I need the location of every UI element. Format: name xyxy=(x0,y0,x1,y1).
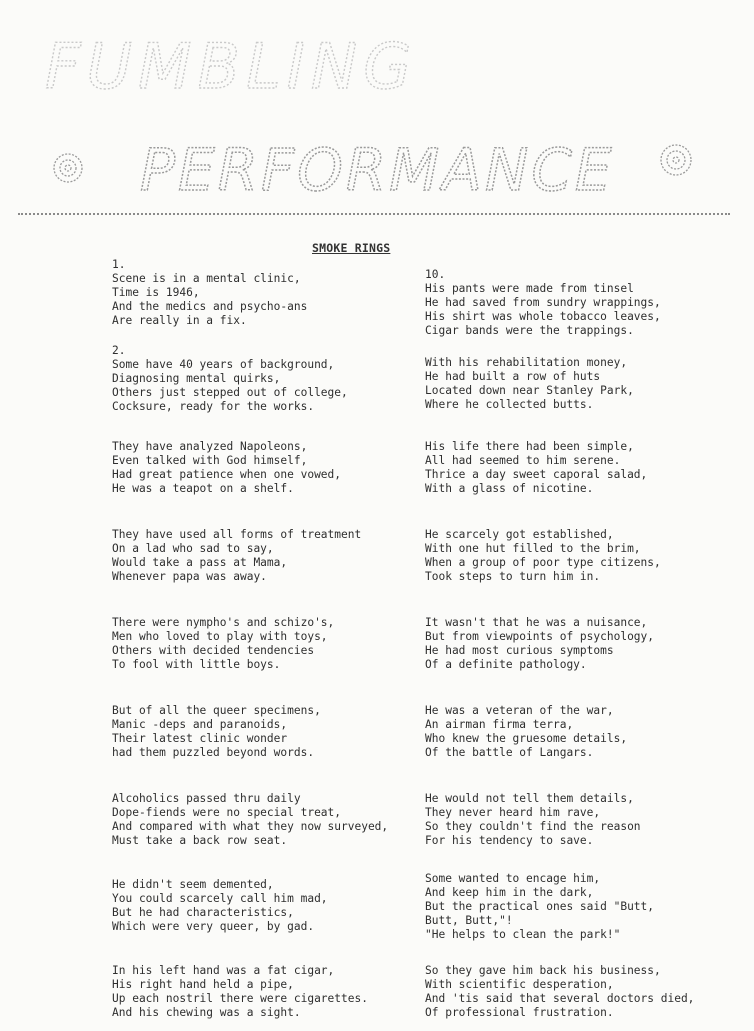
poem-line: Would take a pass at Mama, xyxy=(112,556,288,569)
poem-line: But of all the queer specimens, xyxy=(112,704,321,717)
stanza-left-3 xyxy=(112,440,341,496)
poem-line: had them puzzled beyond words. xyxy=(112,746,315,759)
poem-line: He had built a row of huts xyxy=(425,370,601,383)
poem-line: It wasn't that he was a nuisance, xyxy=(425,616,648,629)
poem-line: And 'tis said that several doctors died, xyxy=(425,992,695,1005)
swirl-ornament-left-icon xyxy=(54,154,82,182)
poem-line: Even talked with God himself, xyxy=(112,454,308,467)
title-line-1: FUMBLING xyxy=(45,30,418,103)
stanza-left-9 xyxy=(112,964,368,1020)
poem-line: Manic -deps and paranoids, xyxy=(112,718,288,731)
poem-line: He had most curious symptoms xyxy=(425,644,614,657)
hand-drawn-title xyxy=(0,0,754,225)
swirl-ornament-right-icon xyxy=(661,145,691,175)
poem-line: You could scarcely call him mad, xyxy=(112,892,328,905)
poem-line: Cocksure, ready for the works. xyxy=(112,400,315,413)
poem-line: Others just stepped out of college, xyxy=(112,386,348,399)
poem-line: So they couldn't find the reason xyxy=(425,820,641,833)
poem-line: So they gave him back his business, xyxy=(425,964,661,977)
poem-line: But from viewpoints of psychology, xyxy=(425,630,655,643)
stanza-left-4 xyxy=(112,528,361,584)
poem-line: With his rehabilitation money, xyxy=(425,356,628,369)
poem-line: With one hut filled to the brim, xyxy=(425,542,641,555)
stanza-right-7 xyxy=(425,792,641,848)
poem-line: Of the battle of Langars. xyxy=(425,746,594,759)
poem-line: Of a definite pathology. xyxy=(425,658,587,671)
poem-line: "He helps to clean the park!" xyxy=(425,928,621,941)
stanza-number: 2. xyxy=(112,344,126,357)
stanza-left-5 xyxy=(112,616,334,672)
poem-line: Which were very queer, by gad. xyxy=(112,920,315,933)
poem-line: He was a teapot on a shelf. xyxy=(112,482,294,495)
poem-line: On a lad who sad to say, xyxy=(112,542,274,555)
poem-line: With a glass of nicotine. xyxy=(425,482,594,495)
poem-line: Cigar bands were the trappings. xyxy=(425,324,634,337)
poem-line: Of professional frustration. xyxy=(425,1006,614,1019)
stanza-right-1 xyxy=(425,268,661,338)
poem-line: Whenever papa was away. xyxy=(112,570,267,583)
poem-line: For his tendency to save. xyxy=(425,834,594,847)
poem-line: When a group of poor type citizens, xyxy=(425,556,661,569)
poem-line: But the practical ones said "Butt, xyxy=(425,900,655,913)
poem-line: To fool with little boys. xyxy=(112,658,281,671)
poem-line: They have analyzed Napoleons, xyxy=(112,440,308,453)
poem-line: But he had characteristics, xyxy=(112,906,294,919)
poem-line: Butt, Butt,"! xyxy=(425,914,513,927)
poem-line: His right hand held a pipe, xyxy=(112,978,294,991)
poem-line: Are really in a fix. xyxy=(112,314,247,327)
poem-line: And keep him in the dark, xyxy=(425,886,594,899)
stanza-left-8 xyxy=(112,878,328,934)
poem-line: In his left hand was a fat cigar, xyxy=(112,964,335,977)
poem-line: Dope-fiends were no special treat, xyxy=(112,806,342,819)
poem-line: His pants were made from tinsel xyxy=(425,282,634,295)
poem-line: Time is 1946, xyxy=(112,286,200,299)
poem-line: Diagnosing mental quirks, xyxy=(112,372,281,385)
poem-line: Men who loved to play with toys, xyxy=(112,630,328,643)
poem-line: Up each nostril there were cigarettes. xyxy=(112,992,368,1005)
poem-line: He scarcely got established, xyxy=(425,528,614,541)
stanza-right-8 xyxy=(425,872,654,942)
poem-line: His life there had been simple, xyxy=(425,440,634,453)
poem-line: Took steps to turn him in. xyxy=(425,570,601,583)
poem-line: They never heard him rave, xyxy=(425,806,601,819)
poem-line: He didn't seem demented, xyxy=(112,878,274,891)
poem-line: Where he collected butts. xyxy=(425,398,594,411)
poem-line: Some have 40 years of background, xyxy=(112,358,335,371)
poem-line: Who knew the gruesome details, xyxy=(425,732,628,745)
stanza-right-5 xyxy=(425,616,654,672)
header-rule xyxy=(18,213,730,215)
poem-line: Some wanted to encage him, xyxy=(425,872,601,885)
poem-line: They have used all forms of treatment xyxy=(112,528,362,541)
poem-line: And the medics and psycho-ans xyxy=(112,300,308,313)
poem-line: There were nympho's and schizo's, xyxy=(112,616,335,629)
poem-title: SMOKE RINGS xyxy=(312,241,391,255)
poem-line: Had great patience when one vowed, xyxy=(112,468,342,481)
poem-line: With scientific desperation, xyxy=(425,978,614,991)
title-line-2: PERFORMANCE xyxy=(140,136,615,204)
poem-line: He would not tell them details, xyxy=(425,792,634,805)
stanza-right-3 xyxy=(425,440,647,496)
stanza-left-1 xyxy=(112,258,307,328)
poem-line: Alcoholics passed thru daily xyxy=(112,792,301,805)
stanza-left-2 xyxy=(112,344,348,414)
poem-line: And compared with what they now surveyed, xyxy=(112,820,389,833)
poem-line: His shirt was whole tobacco leaves, xyxy=(425,310,661,323)
stanza-number: 1. xyxy=(112,258,126,271)
stanza-left-6 xyxy=(112,704,321,760)
poem-line: Scene is in a mental clinic, xyxy=(112,272,301,285)
stanza-right-2 xyxy=(425,356,634,412)
stanza-left-7 xyxy=(112,792,388,848)
stanza-number: 10. xyxy=(425,268,446,281)
stanza-right-9 xyxy=(425,964,694,1020)
poem-line: He was a veteran of the war, xyxy=(425,704,614,717)
poem-line: He had saved from sundry wrappings, xyxy=(425,296,661,309)
stanza-right-6 xyxy=(425,704,627,760)
poem-line: Others with decided tendencies xyxy=(112,644,315,657)
poem-line: Must take a back row seat. xyxy=(112,834,288,847)
poem-line: Thrice a day sweet caporal salad, xyxy=(425,468,648,481)
poem-line: An airman firma terra, xyxy=(425,718,574,731)
poem-line: Their latest clinic wonder xyxy=(112,732,288,745)
poem-line: All had seemed to him serene. xyxy=(425,454,621,467)
stanza-right-4 xyxy=(425,528,661,584)
poem-line: And his chewing was a sight. xyxy=(112,1006,301,1019)
page-header xyxy=(0,0,754,225)
poem-line: Located down near Stanley Park, xyxy=(425,384,634,397)
